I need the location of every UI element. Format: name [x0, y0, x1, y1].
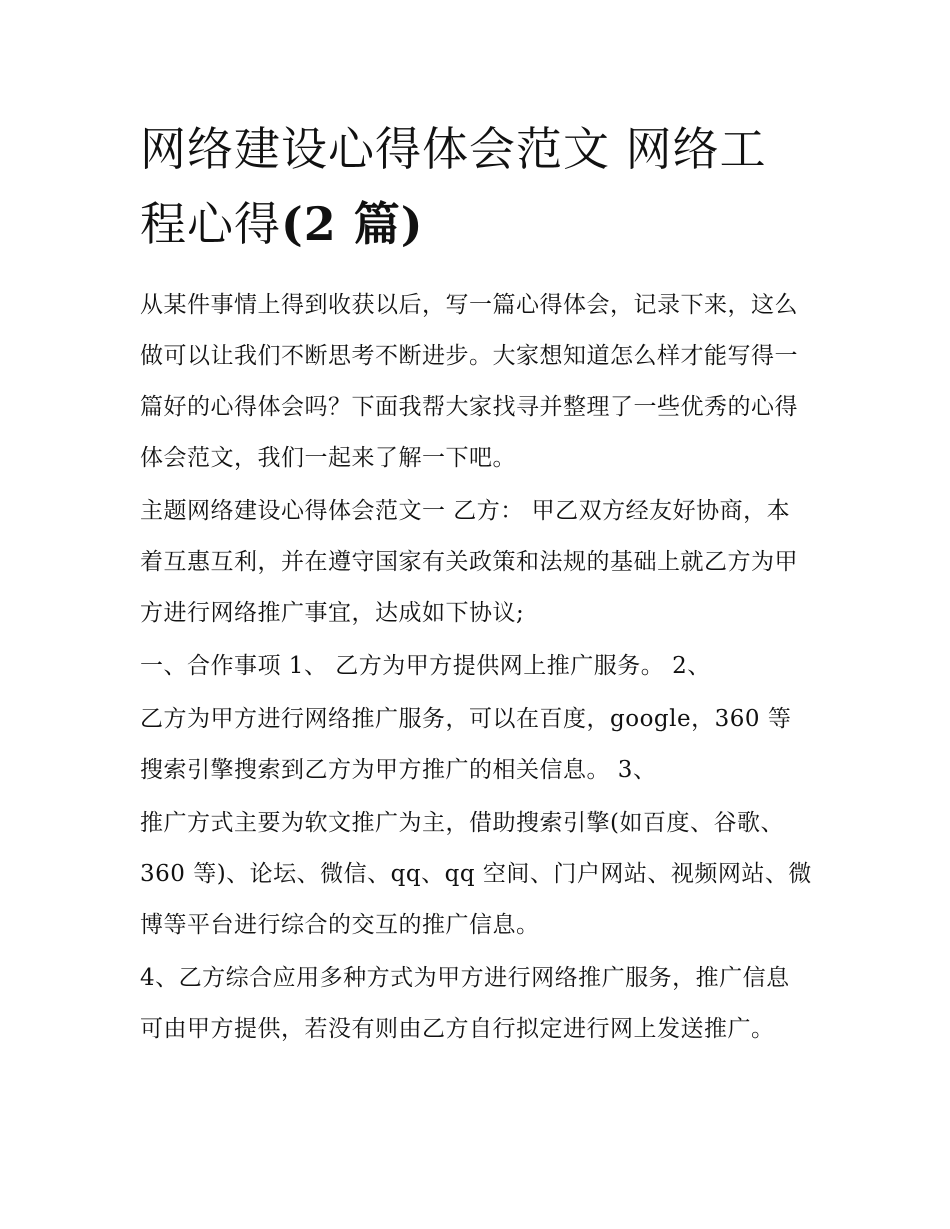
cooperation-items-paragraph: 一、合作事项 1、 乙方为甲方提供网上推广服务。 2、 — [140, 653, 711, 679]
document-page — [140, 112, 812, 1057]
document-title — [140, 112, 812, 262]
search-engine-paragraph: 乙方为甲方进行网络推广服务，可以在百度，google，360 等搜索引擎搜索到乙方为甲方推广的相关信息。 3、 — [140, 706, 792, 783]
document-title-main: 网络建设心得体会范文 网络工程心得 — [140, 122, 767, 251]
topic-paragraph: 主题网络建设心得体会范文一 乙方： 甲乙双方经友好协商，本着互惠互利，并在遵守国家有关政策和法规的基础上就乙方为甲方进行网络推广事宜，达成如下协议; — [140, 498, 798, 626]
document-title-count: (2 篇) — [281, 197, 424, 251]
promotion-method-paragraph: 推广方式主要为软文推广为主，借助搜索引擎(如百度、谷歌、360 等)、论坛、微信、qq、qq 空间、门户网站、视频网站、微博等平台进行综合的交互的推广信息。 — [140, 810, 812, 938]
service-paragraph: 4、乙方综合应用多种方式为甲方进行网络推广服务，推广信息可由甲方提供，若没有则由乙方自行拟定进行网上发送推广。 — [140, 965, 790, 1042]
intro-paragraph: 从某件事情上得到收获以后，写一篇心得体会，记录下来，这么做可以让我们不断思考不断进步。大家想知道怎么样才能写得一篇好的心得体会吗？下面我帮大家找寻并整理了一些优秀的心得体会范文，我们一起来了解一下吧。 — [140, 292, 798, 471]
